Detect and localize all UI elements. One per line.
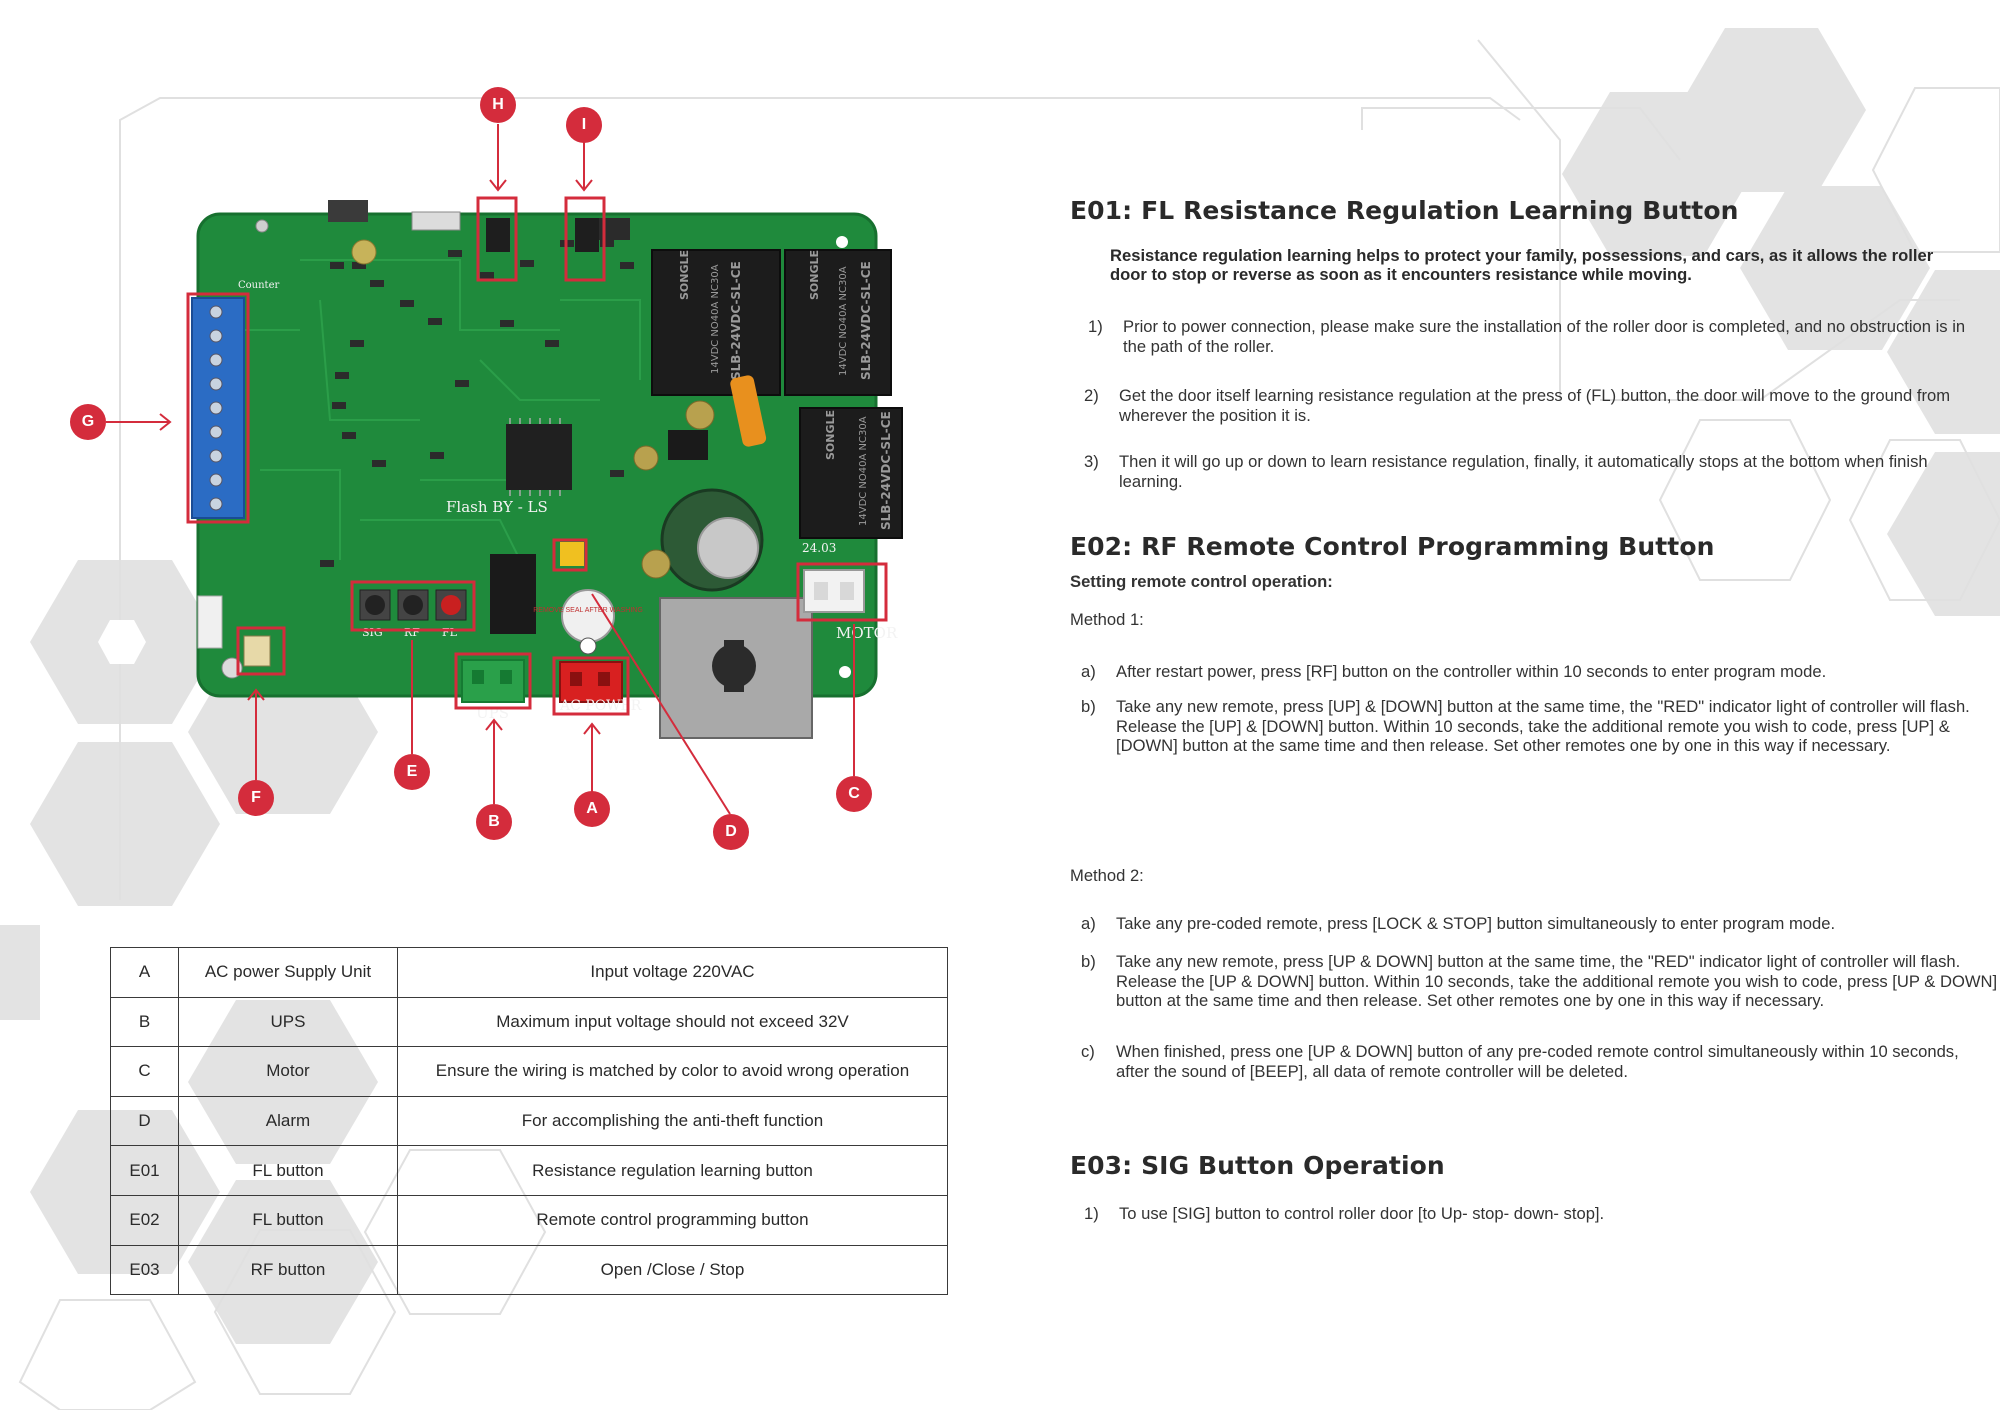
list-item: 1) To use [SIG] button to control roller door [to Up- stop- down- stop].: [1084, 1204, 1605, 1223]
table-row: [111, 1047, 948, 1097]
row-code: C: [111, 1047, 179, 1097]
instructions-column: [1070, 0, 2000, 1410]
row-name: Motor: [179, 1047, 398, 1097]
svg-text:SLB-24VDC-SL-CE: SLB-24VDC-SL-CE: [879, 411, 893, 530]
method2-label: Method 2:: [1070, 866, 1144, 885]
counter-silk: Counter: [238, 280, 280, 291]
table-row: [111, 1195, 948, 1245]
relay-model-text: SLB-24VDC-SL-CE: [729, 261, 743, 380]
marker-e: E: [394, 754, 430, 790]
e03-heading: E03: SIG Button Operation: [1070, 1151, 1445, 1180]
brand-silk: Flash BY - LS: [446, 498, 548, 516]
method1-label: Method 1:: [1070, 610, 1144, 629]
row-name: FL button: [179, 1146, 398, 1196]
btn-label-fl: FL: [442, 626, 457, 639]
table-row: [111, 948, 948, 998]
relay-brand-text: SONGLE: [678, 249, 691, 300]
ups-silk: UPS: [476, 704, 510, 722]
marker-d: D: [713, 814, 749, 850]
row-code: E01: [111, 1146, 179, 1196]
row-desc: Ensure the wiring is matched by color to avoid wrong operation: [398, 1047, 948, 1097]
ac-power-silk: AC POWER: [560, 698, 642, 714]
marker-g: G: [70, 404, 106, 440]
marker-h: H: [480, 87, 516, 123]
svg-text:14VDC NO40A NC30A: 14VDC NO40A NC30A: [710, 264, 721, 374]
row-code: A: [111, 948, 179, 998]
row-name: RF button: [179, 1245, 398, 1295]
row-desc: Open /Close / Stop: [398, 1245, 948, 1295]
row-name: FL button: [179, 1195, 398, 1245]
marker-a: A: [574, 791, 610, 827]
list-item: a) Take any pre-coded remote, press [LOCK & STOP] button simultaneously to enter program mode.: [1081, 914, 1836, 933]
list-item: 1) Prior to power connection, please make sure the installation of the roller door is completed, and no obstruction is in the path of the roller.: [1088, 317, 1966, 356]
row-name: AC power Supply Unit: [179, 948, 398, 998]
e01-intro: Resistance regulation learning helps to protect your family, possessions, and cars, as it allows the roller door to stop or reverse as soon as it encounters resistance while moving.: [1110, 246, 1934, 284]
list-item: a) After restart power, press [RF] button on the controller within 10 seconds to enter program mode.: [1081, 662, 1827, 681]
marker-i: I: [566, 107, 602, 143]
component-spec-table: [110, 947, 948, 1295]
row-code: E03: [111, 1245, 179, 1295]
table-row: [111, 1245, 948, 1295]
version-silk: 24.03: [802, 541, 837, 555]
controller-board-figure: [0, 0, 960, 880]
row-name: UPS: [179, 997, 398, 1047]
list-item: b) Take any new remote, press [UP & DOWN] button at the same time, the "RED" indicator light of controller will flash. Release the [UP & DOWN] button. Within 10 seconds, take the additional remote you wish to code, press [UP & DOWN] button at the same time and then release. Set other remotes one by one in this way if necessary.: [1081, 952, 1998, 1010]
row-code: B: [111, 997, 179, 1047]
row-desc: Resistance regulation learning button: [398, 1146, 948, 1196]
row-desc: Maximum input voltage should not exceed 32V: [398, 997, 948, 1047]
marker-c: C: [836, 776, 872, 812]
list-item: b) Take any new remote, press [UP] & [DOWN] button at the same time, the "RED" indicator light of controller will flash. Release the [UP] & [DOWN] button. Within 10 seconds, take the additional remote you wish to code, press [UP] & [DOWN] button at the same time and then release. Set other remotes one by one in this way if necessary.: [1081, 697, 1970, 755]
table-row: [111, 1096, 948, 1146]
e01-heading: E01: FL Resistance Regulation Learning Button: [1070, 196, 1739, 225]
list-item: c) When finished, press one [UP & DOWN] button of any pre-coded remote control simultaneously within 10 seconds, after the sound of [BEEP], all data of remote controller will be deleted.: [1081, 1042, 1959, 1081]
svg-text:SONGLE: SONGLE: [808, 249, 821, 300]
list-item: 2) Get the door itself learning resistance regulation at the press of (FL) button, the door will move to the ground from wherever the position it is.: [1084, 386, 1951, 425]
e02-heading: E02: RF Remote Control Programming Button: [1070, 532, 1715, 561]
svg-text:14VDC NO40A NC30A: 14VDC NO40A NC30A: [858, 416, 869, 526]
row-code: D: [111, 1096, 179, 1146]
marker-b: B: [476, 804, 512, 840]
row-desc: Input voltage 220VAC: [398, 948, 948, 998]
row-desc: For accomplishing the anti-theft function: [398, 1096, 948, 1146]
btn-label-sig: SIG: [362, 626, 383, 639]
motor-silk: MOTOR: [836, 624, 898, 642]
list-item: 3) Then it will go up or down to learn resistance regulation, finally, it automatically stops at the bottom when finish learning.: [1084, 452, 1928, 491]
svg-text:SLB-24VDC-SL-CE: SLB-24VDC-SL-CE: [859, 261, 873, 380]
table-row: [111, 997, 948, 1047]
svg-text:14VDC NO40A NC30A: 14VDC NO40A NC30A: [838, 266, 849, 376]
pcb-board-illustration: [0, 0, 960, 880]
row-name: Alarm: [179, 1096, 398, 1146]
seal-text: REMOVE SEAL AFTER WASHING: [533, 607, 643, 614]
svg-text:SONGLE: SONGLE: [824, 409, 837, 460]
table-row: [111, 1146, 948, 1196]
e02-subtitle: Setting remote control operation:: [1070, 572, 1333, 591]
marker-f: F: [238, 780, 274, 816]
row-code: E02: [111, 1195, 179, 1245]
btn-label-rf: RF: [404, 626, 420, 639]
row-desc: Remote control programming button: [398, 1195, 948, 1245]
